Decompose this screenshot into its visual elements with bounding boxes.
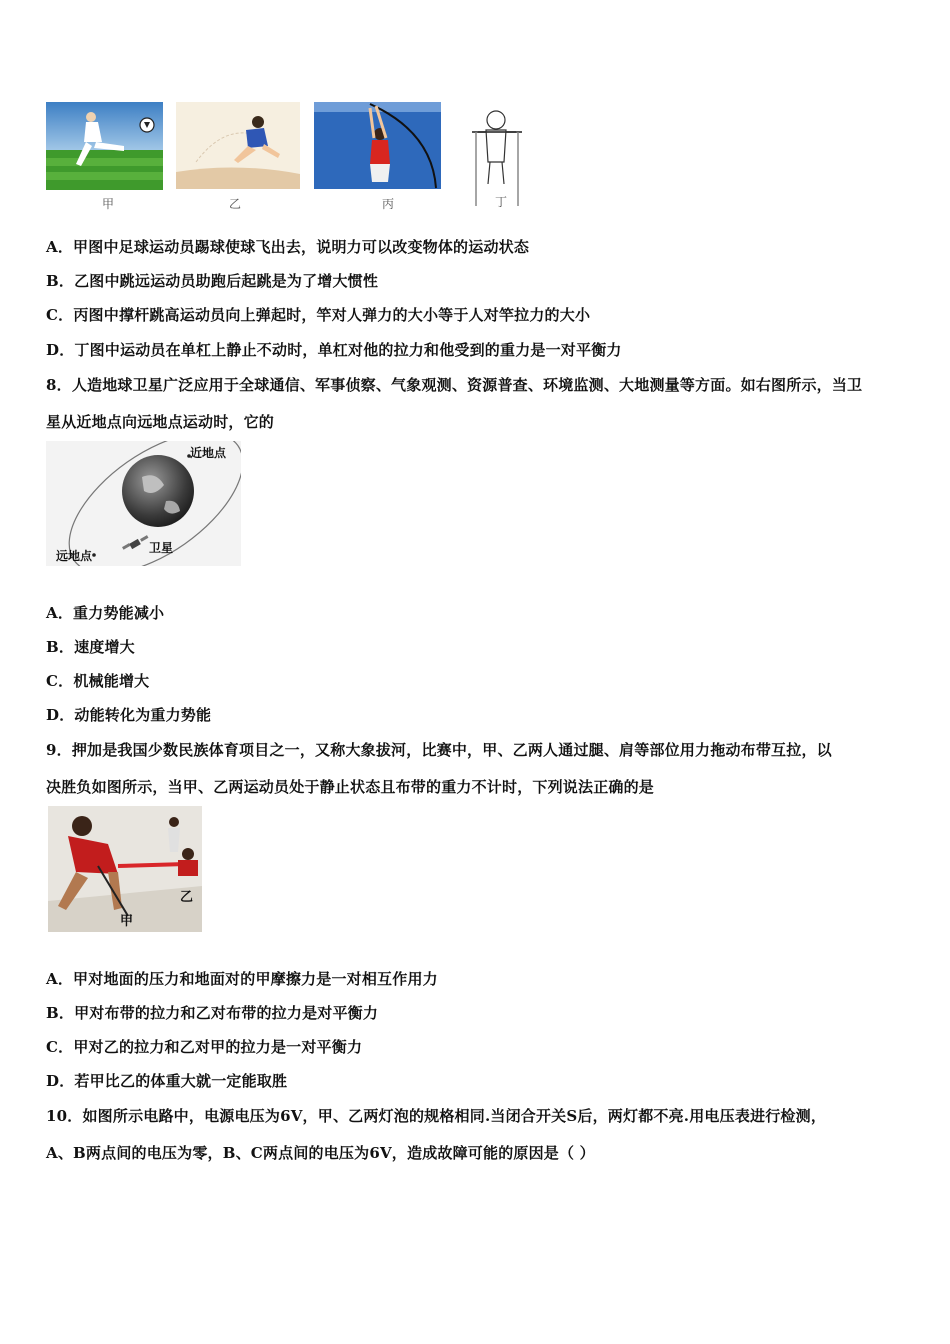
q9-stem-line2: 决胜负如图所示，当甲、乙两运动员处于静止状态且布带的重力不计时，下列说法正确的是 xyxy=(46,778,655,796)
elephant-tug-of-war-image xyxy=(48,806,202,932)
q7-option-a: A．甲图中足球运动员踢球使球飞出去，说明力可以改变物体的运动状态 xyxy=(46,238,530,256)
horizontal-bar-image xyxy=(466,102,528,206)
q8-option-d: D．动能转化为重力势能 xyxy=(46,706,212,724)
figure-caption-ding: 丁 xyxy=(495,195,508,209)
apogee-label: 远地点 xyxy=(56,549,93,563)
q8-option-c: C．机械能增大 xyxy=(46,672,150,690)
yi-label: 乙 xyxy=(180,890,194,905)
long-jump-image xyxy=(176,102,300,189)
q9-option-b: B．甲对布带的拉力和乙对布带的拉力是对平衡力 xyxy=(46,1004,379,1022)
soccer-player-image xyxy=(46,102,163,190)
q9-stem-line1: 9．押加是我国少数民族体育项目之一，又称大象拔河，比赛中，甲、乙两人通过腿、肩等部位用力拖动布带互拉，以 xyxy=(46,741,832,759)
q7-option-c: C．丙图中撑杆跳高运动员向上弹起时，竿对人弹力的大小等于人对竿拉力的大小 xyxy=(46,306,591,324)
q9-option-c: C．甲对乙的拉力和乙对甲的拉力是一对平衡力 xyxy=(46,1038,363,1056)
figure-caption-jia: 甲 xyxy=(102,197,115,211)
q7-option-b: B．乙图中跳远运动员助跑后起跳是为了增大惯性 xyxy=(46,272,379,290)
satellite-label: 卫星 xyxy=(149,541,174,555)
q8-stem-line1: 8．人造地球卫星广泛应用于全球通信、军事侦察、气象观测、资源普查、环境监测、大地测量等方面。如右图所示，当卫 xyxy=(46,376,863,394)
q10-stem-line1: 10．如图所示电路中，电源电压为6V，甲、乙两灯泡的规格相同.当闭合开关S后，两灯都不亮.用电压表进行检测， xyxy=(46,1107,827,1125)
figure-caption-yi: 乙 xyxy=(229,197,242,211)
q8-option-a: A．重力势能减小 xyxy=(46,604,165,622)
satellite-orbit-image xyxy=(46,441,241,566)
q9-option-d: D．若甲比乙的体重大就一定能取胜 xyxy=(46,1072,288,1090)
satellite-icon xyxy=(122,535,148,550)
q10-stem-line2: A、B两点间的电压为零，B、C两点间的电压为6V，造成故障可能的原因是（ ） xyxy=(46,1144,595,1162)
perigee-label: 近地点 xyxy=(190,446,227,460)
pole-vault-image xyxy=(314,102,441,189)
q9-option-a: A．甲对地面的压力和地面对的甲摩擦力是一对相互作用力 xyxy=(46,970,438,988)
figure-caption-bing: 丙 xyxy=(382,197,395,211)
q8-option-b: B．速度增大 xyxy=(46,638,135,656)
q7-option-d: D．丁图中运动员在单杠上静止不动时，单杠对他的拉力和他受到的重力是一对平衡力 xyxy=(46,341,622,359)
q8-stem-line2: 星从近地点向远地点运动时，它的 xyxy=(46,413,275,431)
jia-label: 甲 xyxy=(120,914,134,929)
